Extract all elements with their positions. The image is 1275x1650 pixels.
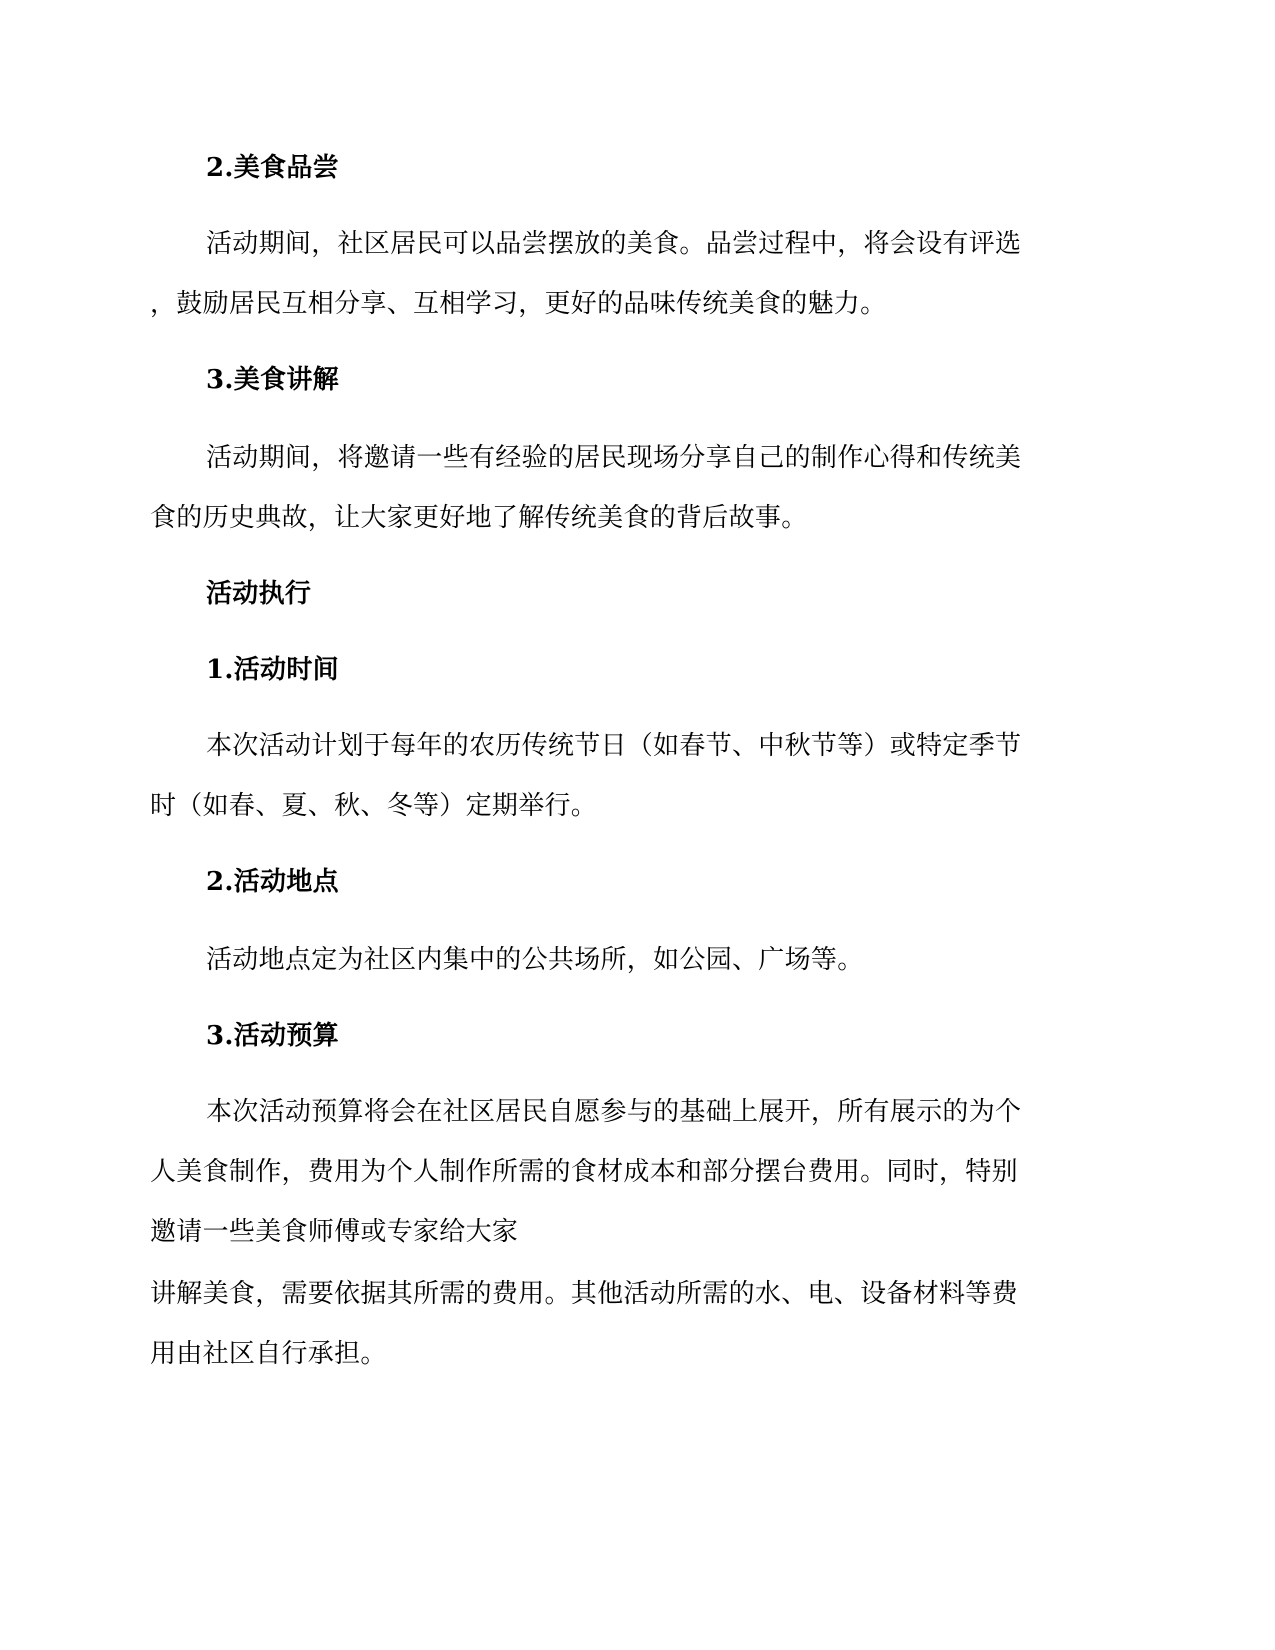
paragraph-line: 活动期间，将邀请一些有经验的居民现场分享自己的制作心得和传统美: [206, 443, 1022, 473]
section-heading-activity-time: 1.活动时间: [206, 655, 339, 685]
section-heading-food-tasting: 2.美食品尝: [206, 153, 339, 183]
paragraph-line: ，鼓励居民互相分享、互相学习，更好的品味传统美食的魅力。: [150, 289, 887, 319]
paragraph-line: 食的历史典故，让大家更好地了解传统美食的背后故事。: [150, 503, 808, 533]
paragraph-line: 人美食制作，费用为个人制作所需的食材成本和部分摆台费用。同时，特别: [150, 1157, 1018, 1187]
paragraph-line: 活动期间，社区居民可以品尝摆放的美食。品尝过程中，将会设有评选: [206, 229, 1022, 259]
section-heading-food-explanation: 3.美食讲解: [206, 365, 339, 395]
paragraph-line: 邀请一些美食师傅或专家给大家: [150, 1217, 519, 1247]
paragraph-line: 讲解美食，需要依据其所需的费用。其他活动所需的水、电、设备材料等费: [150, 1279, 1018, 1309]
paragraph-line: 本次活动预算将会在社区居民自愿参与的基础上展开，所有展示的为个: [206, 1097, 1022, 1127]
paragraph-line: 活动地点定为社区内集中的公共场所，如公园、广场等。: [206, 945, 864, 975]
paragraph-line: 用由社区自行承担。: [150, 1339, 387, 1369]
paragraph-line: 时（如春、夏、秋、冬等）定期举行。: [150, 791, 598, 821]
paragraph-line: 本次活动计划于每年的农历传统节日（如春节、中秋节等）或特定季节: [206, 731, 1022, 761]
section-heading-activity-budget: 3.活动预算: [206, 1021, 339, 1051]
section-heading-activity-execution: 活动执行: [206, 579, 312, 609]
section-heading-activity-location: 2.活动地点: [206, 867, 339, 897]
